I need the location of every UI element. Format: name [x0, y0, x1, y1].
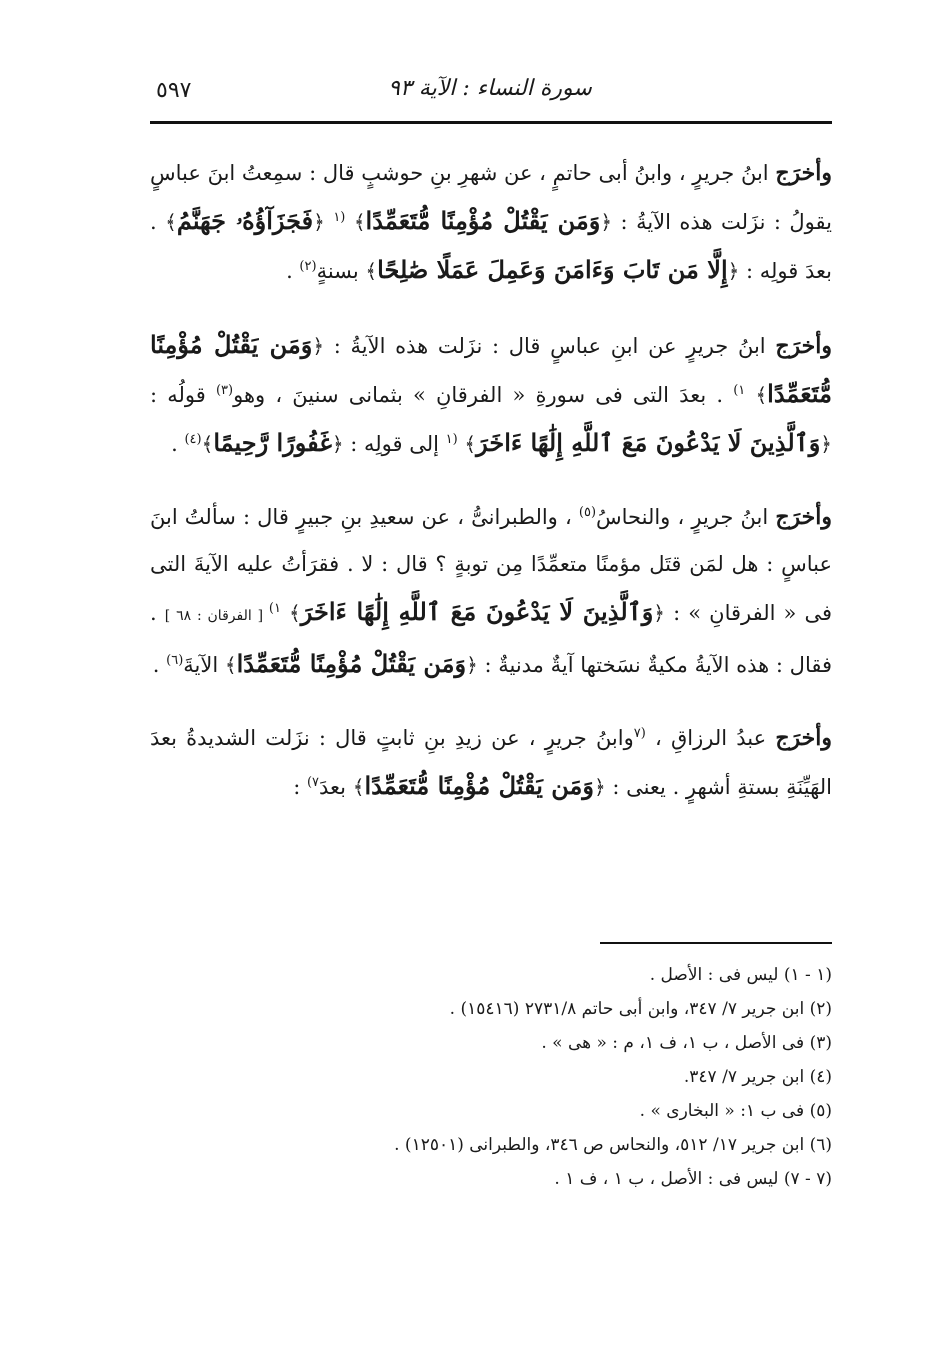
quran-verse: إِلَّا مَن تَابَ وَءَامَنَ وَعَمِلَ عَمَلًا صَٰلِحًا [377, 255, 728, 284]
quran-open-ornament: ﴿ [593, 775, 606, 799]
footnote-marker: ١) [733, 383, 746, 398]
footnote-marker: (٦) [166, 653, 184, 668]
text-segment: . [152, 653, 167, 677]
header-title: سورة النساء : الآية ٩٣ [388, 76, 592, 101]
quran-open-ornament: ﴿ [653, 601, 666, 625]
footnote-3: (٣) فى الأصل ، ب ١، ف ١، م : « هى » . [541, 1033, 832, 1053]
text-segment: بعدَ [319, 775, 353, 799]
text-segment: إلى قولِه : [343, 432, 446, 456]
quran-close-ornament: ﴾ [289, 601, 301, 625]
quran-close-ornament: ﴾ [365, 259, 378, 283]
quran-open-ornament: ﴿ [312, 334, 325, 358]
paragraph-1 [150, 150, 832, 295]
quran-close-ornament: ﴾ [352, 775, 365, 799]
text-segment: ابنُ جريرٍ ، وابنُ أبى حاتمٍ ، عن شهرِ بنِ حوشبٍ قال : سمِعتُ ابنَ عباسٍ يقولُ : نزَلت هذه الآيةُ : [150, 161, 832, 234]
text-segment: . [286, 259, 300, 283]
quran-open-ornament: ﴿ [600, 210, 613, 234]
quran-close-ornament: ﴾ [464, 432, 477, 456]
text-segment: . بعدَ قولِه : [150, 210, 832, 283]
quran-verse: وَمَن يَقْتُلْ مُؤْمِنًا مُّتَعَمِّدًا [364, 771, 594, 800]
quran-verse: وَمَن يَقْتُلْ مُؤْمِنًا مُّتَعَمِّدًا [150, 330, 832, 408]
footnote-5: (٥) فى ب ١: « البخارى » . [639, 1101, 832, 1121]
text-segment: ، والطبرانىُّ ، عن سعيدِ بنِ جبيرٍ قال : سألتُ ابنَ عباسٍ : هل لمَن قتَل مؤمنًا متعمِّدًا مِن توبةٍ ؟ قال : لا . فقرَأتُ عليه الآيةَ التى فى « الفرقانِ » : [150, 505, 832, 625]
footnote-marker: (٤) [184, 432, 202, 447]
surah-citation: [ الفرقان : ٦٨ ] [164, 608, 269, 624]
text-segment: ابنُ جريرٍ ، والنحاسُ [596, 505, 776, 529]
quran-close-ornament: ﴾ [755, 383, 768, 407]
footnote-6: (٦) ابن جرير ١٧/ ٥١٢، والنحاس ص ٣٤٦، والطبرانى (١٢٥٠١) . [394, 1135, 832, 1155]
footnote-4: (٤) ابن جرير ٧/ ٣٤٧. [683, 1067, 832, 1087]
quran-verse: وَٱلَّذِينَ لَا يَدْعُونَ مَعَ ٱللَّهِ إِلَٰهًا ءَاخَرَ [300, 597, 654, 626]
footnote-7: (٧ - ٧) ليس فى : الأصل ، ب ١ ، ف ١ . [554, 1169, 832, 1189]
footnote-marker: (٧ [633, 726, 646, 741]
text-segment: . بعدَ التى فى سورةِ « الفرقانِ » بثمانى سنينَ ، وهو [233, 383, 734, 407]
quran-open-ornament: ﴿ [727, 259, 740, 283]
footnote-marker: (١ [445, 432, 458, 447]
footnote-marker: ١) [268, 601, 281, 616]
quran-verse: فَجَزَآؤُهُۥ جَهَنَّمُ [176, 206, 314, 235]
paragraph-lead: وأخرَج [775, 160, 832, 186]
footnote-marker: ٧) [306, 775, 320, 790]
footnote-1: (١ - ١) ليس فى : الأصل . [649, 965, 832, 985]
paragraph-2 [150, 321, 832, 468]
footnotes [150, 958, 832, 1196]
footnote-rule [600, 942, 832, 944]
quran-verse: وَٱلَّذِينَ لَا يَدْعُونَ مَعَ ٱللَّهِ إِلَٰهًا ءَاخَرَ [476, 428, 821, 457]
paragraph-lead: وأخرَج [775, 333, 832, 359]
paragraph-3 [150, 494, 832, 689]
text-segment: : [293, 775, 307, 799]
text-segment: قولُه : [150, 383, 216, 407]
text-segment: . [171, 432, 185, 456]
text-segment: عبدُ الرزاقِ ، [645, 726, 776, 750]
footnote-marker: (١ [333, 210, 346, 225]
quran-close-ornament: ﴾ [165, 210, 177, 234]
text-segment: الآيةَ [183, 653, 225, 677]
paragraph-4 [150, 715, 832, 811]
paragraph-lead: وأخرَج [775, 725, 832, 751]
page-number: ٥٩٧ [156, 78, 192, 103]
quran-close-ornament: ﴾ [201, 432, 214, 456]
quran-verse: غَفُورًا رَّحِيمًا [213, 428, 332, 457]
footnote-2: (٢) ابن جرير ٧/ ٣٤٧، وابن أبى حاتم ٢٧٣١/٨ (١٥٤١٦) . [449, 999, 832, 1019]
main-text [150, 150, 832, 837]
running-header [150, 72, 830, 112]
paragraph-lead: وأخرَج [775, 504, 832, 530]
text-segment: بسنةٍ [316, 259, 366, 283]
quran-open-ornament: ﴿ [313, 210, 325, 234]
footnote-marker: (٥) [578, 505, 597, 520]
text-segment: . فقال : هذه الآيةُ مكيةٌ نسَختها آيةٌ مدنيةٌ : [150, 601, 832, 677]
quran-open-ornament: ﴿ [331, 432, 344, 456]
text-segment: وابنُ جريرٍ ، عن زيدِ بنِ ثابتٍ قال : نزَلت الشديدةُ بعدَ الهَيِّنَةِ بستةِ أشهرٍ . يعنى : [150, 726, 832, 799]
quran-verse: وَمَن يَقْتُلْ مُؤْمِنًا مُّتَعَمِّدًا [365, 206, 601, 235]
quran-open-ornament: ﴿ [466, 653, 478, 677]
footnote-marker: (٣) [215, 383, 234, 398]
quran-open-ornament: ﴿ [820, 432, 832, 456]
quran-close-ornament: ﴾ [224, 653, 237, 677]
quran-verse: وَمَن يَقْتُلْ مُؤْمِنًا مُّتَعَمِّدًا [236, 649, 467, 678]
quran-close-ornament: ﴾ [353, 210, 366, 234]
header-rule [150, 121, 832, 124]
text-segment: ابنُ جريرٍ عن ابنِ عباسٍ قال : نزَلت هذه الآيةُ : [324, 334, 776, 358]
footnote-marker: (٢) [299, 259, 317, 274]
